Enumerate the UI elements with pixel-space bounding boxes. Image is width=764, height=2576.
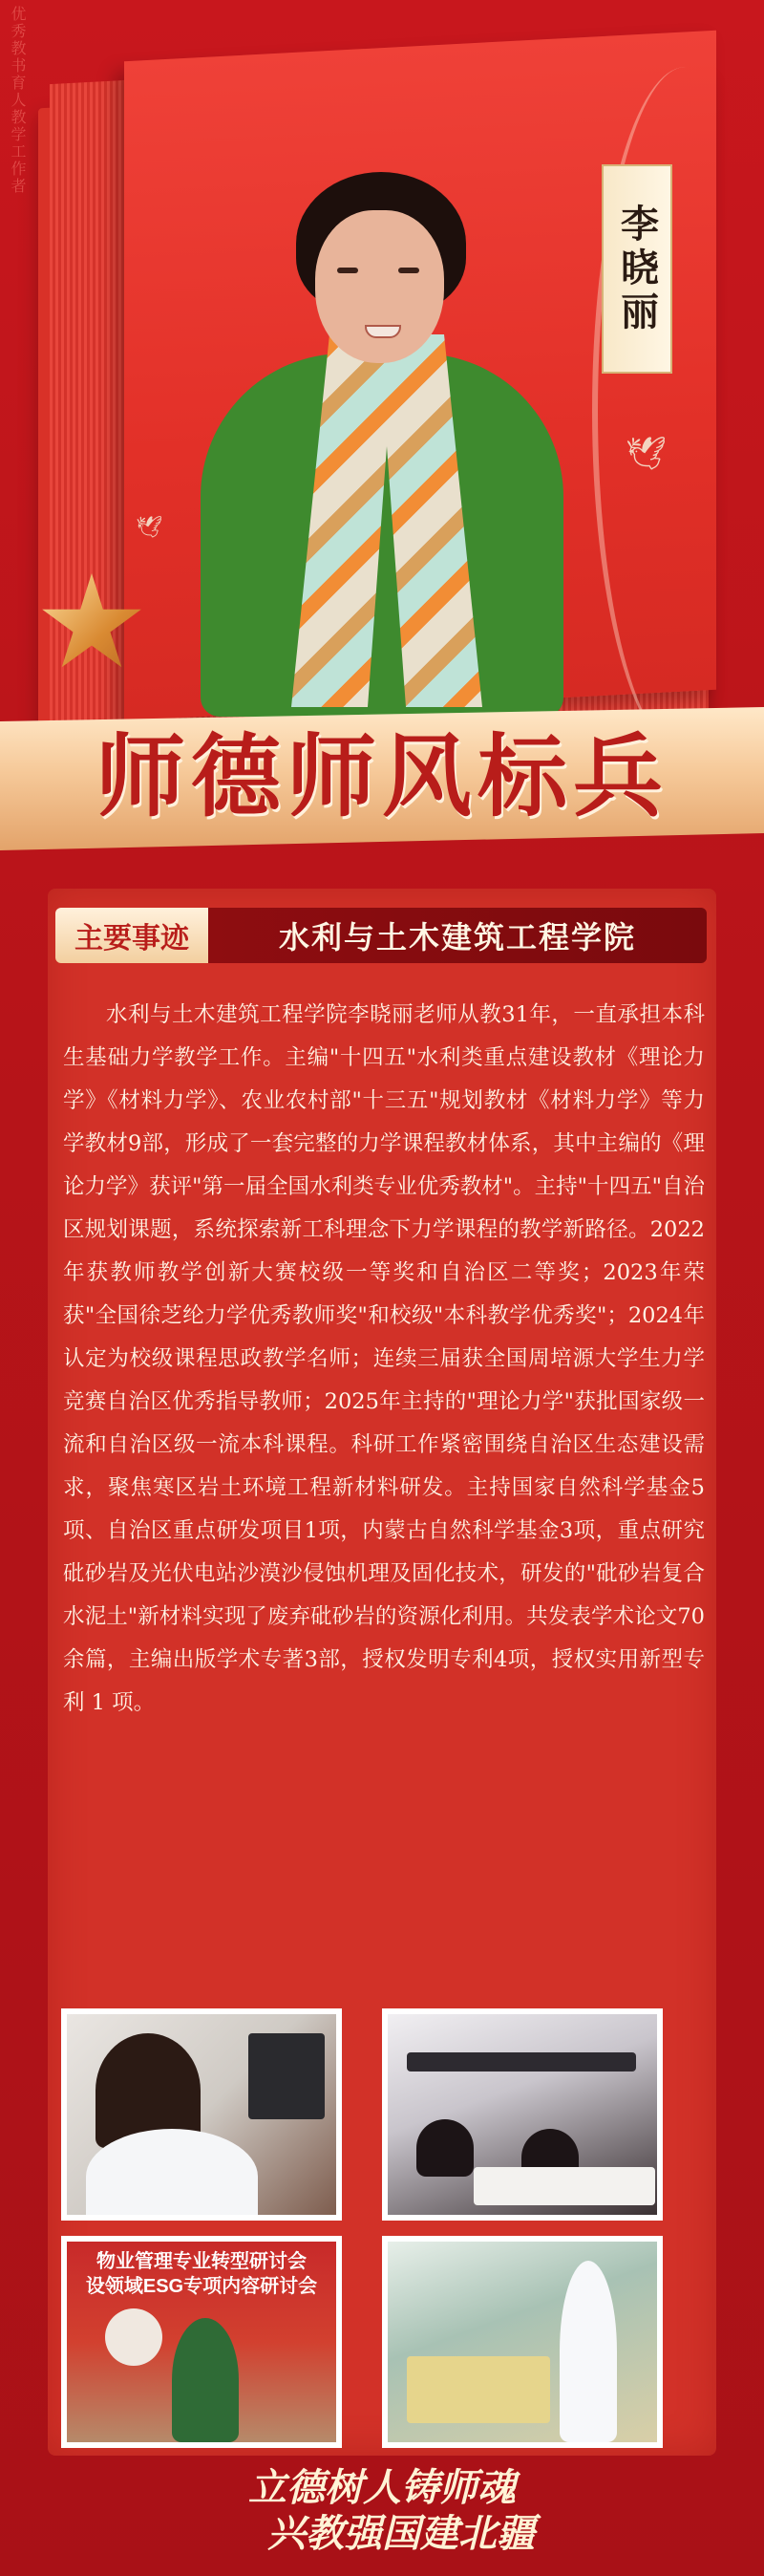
photo-lab-coat: [86, 2129, 258, 2221]
seminar-banner-line: 物业管理专业转型研讨会: [96, 2251, 307, 2272]
dove-icon: 🕊: [136, 516, 162, 540]
photo-speaker: [172, 2318, 239, 2442]
photo-student: [416, 2119, 474, 2177]
photo-seminar: [61, 2236, 342, 2448]
page-title: 师德师风标兵: [95, 724, 668, 829]
photo-emblem: [105, 2308, 162, 2366]
portrait-face: [315, 210, 444, 363]
slogan-line: 立德树人铸师魂: [248, 2465, 516, 2510]
photo-lab: [382, 2236, 663, 2448]
dove-icon: 🕊: [626, 435, 668, 473]
photo-classroom: [382, 2008, 663, 2221]
teacher-name: 李晓丽: [614, 203, 660, 335]
photo-lab-samples: [407, 2356, 550, 2423]
portrait-eye-left: [337, 268, 358, 273]
photo-office: [61, 2008, 342, 2221]
slogan: [0, 2465, 764, 2557]
teacher-portrait: [201, 172, 563, 717]
department-label: 水利与土木建筑工程学院: [208, 908, 707, 963]
biography-text: 水利与土木建筑工程学院李晓丽老师从教31年，一直承担本科生基础力学教学工作。主编"十四五"水利类重点建设教材《理论力学》《材料力学》、农业农村部"十三五"规划教材《材料力学》等力学教材9部，形成了一套完整的力学课程教材体系，其中主编的《理论力学》获评"第一届全国水利类专业优秀教材"。主持"十四五"自治区规划课题，系统探索新工科理念下力学课程的教学新路径。2022年获教师教学创新大赛校级一等奖和自治区二等奖；2023年荣获"全国徐芝纶力学优秀教师奖"和校级"本科教学优秀奖"；2024年认定为校级课程思政教学名师；连续三届获全国周培源大学生力学竞赛自治区优秀指导教师；2025年主持的"理论力学"获批国家级一流和自治区级一流本科课程。科研工作紧密围绕自治区生态建设需求，聚焦寒区岩土环境工程新材料研发。主持国家自然科学基金5项、自治区重点研发项目1项，内蒙古自然科学基金3项，重点研究砒砂岩及光伏电站沙漠沙侵蚀机理及固化技术，研发的"砒砂岩复合水泥土"新材料实现了废弃砒砂岩的资源化利用。共发表学术论文70余篇，主编出版学术专著3部，授权发明专利4项，授权实用新型专利 1 项。: [63, 1002, 705, 1715]
photo-screens: [407, 2052, 636, 2072]
photo-desks: [474, 2167, 655, 2205]
photo-lab-coat: [560, 2261, 617, 2442]
name-plate: [602, 164, 672, 374]
side-vertical-text: 优秀教书育人教学工作者: [9, 6, 27, 195]
slogan-line: 兴教强国建北疆: [267, 2511, 535, 2556]
section-tag: 主要事迹: [55, 908, 208, 963]
portrait-mouth: [365, 325, 401, 338]
seminar-banner-text: [67, 2249, 336, 2299]
portrait-eye-right: [398, 268, 419, 273]
photo-monitor: [248, 2033, 325, 2119]
seminar-banner-line: 设领域ESG专项内容研讨会: [85, 2276, 318, 2297]
